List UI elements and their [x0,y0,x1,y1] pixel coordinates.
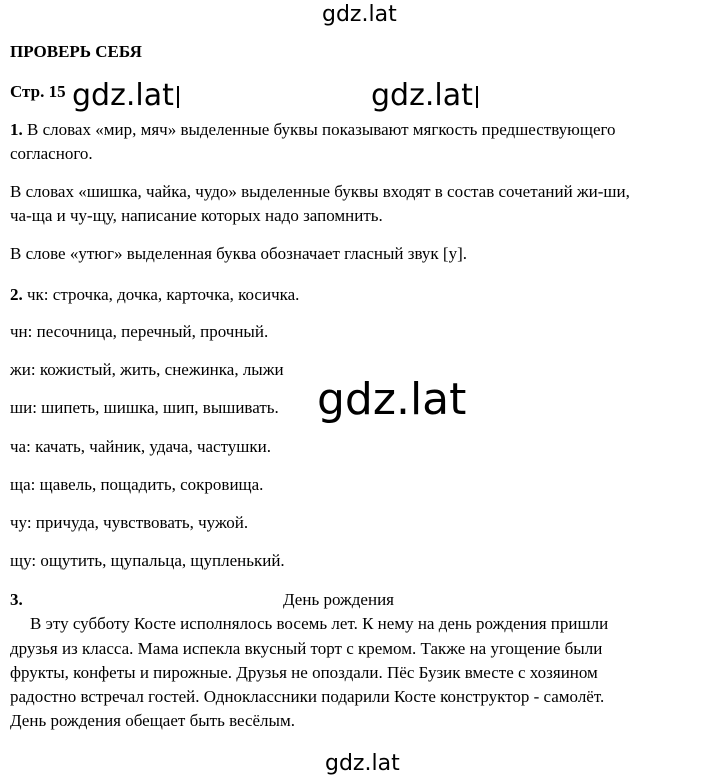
task2-number: 2. [10,285,23,304]
page-reference: Стр. 15 [10,82,66,101]
task1-number: 1. [10,120,23,139]
watermark-middle: gdz.lat [313,375,470,425]
task3-text-line5: День рождения обещает быть весёлым. [10,711,295,730]
task1-line4: ча-ща и чу-щу, написание которых надо запомнить. [10,206,383,225]
task2-line-chk: 2. чк: строчка, дочка, карточка, косичка. [10,285,300,304]
task3-text-line2: друзья из класса. Мама испекла вкусный торт с кремом. Также на угощение были [10,639,603,658]
task3-text-line1: В эту субботу Косте исполнялось восемь лет. К нему на день рождения пришли [30,614,609,633]
task1-line5: В слове «утюг» выделенная буква обозначает гласный звук [у]. [10,244,467,263]
task2-line-shcha: ща: щавель, пощадить, сокровища. [10,475,264,494]
watermark-top: gdz.lat [322,2,397,27]
task2-line-chu: чу: причуда, чувствовать, чужой. [10,513,249,532]
task2-line-chn: чн: песочница, перечный, прочный. [10,322,269,341]
task3-number: 3. [10,590,23,609]
task1-line3: В словах «шишка, чайка, чудо» выделенные буквы входят в состав сочетаний жи-ши, [10,182,630,201]
task2-line-shi: ши: шипеть, шишка, шип, вышивать. [10,398,279,417]
task3-text-line4: радостно встречал гостей. Одноклассники подарили Косте конструктор - самолёт. [10,687,605,706]
task3-title: День рождения [283,590,394,609]
task1-line1: 1. В словах «мир, мяч» выделенные буквы показывают мягкость предшествующего [10,120,616,139]
watermark-bottom: gdz.lat [325,751,400,776]
watermark-inline-1: gdz.lat [72,78,179,113]
task2-line-cha: ча: качать, чайник, удача, частушки. [10,437,272,456]
task1-line2: согласного. [10,144,93,163]
watermark-inline-2: gdz.lat [371,78,478,113]
task2-line-shchu: щу: ощутить, щупальца, щупленький. [10,551,285,570]
task3-text-line3: фрукты, конфеты и пирожные. Друзья не опоздали. Пёс Бузик вместе с хозяином [10,663,598,682]
task2-line-zhi: жи: кожистый, жить, снежинка, лыжи [10,360,284,379]
section-heading: ПРОВЕРЬ СЕБЯ [10,42,142,61]
